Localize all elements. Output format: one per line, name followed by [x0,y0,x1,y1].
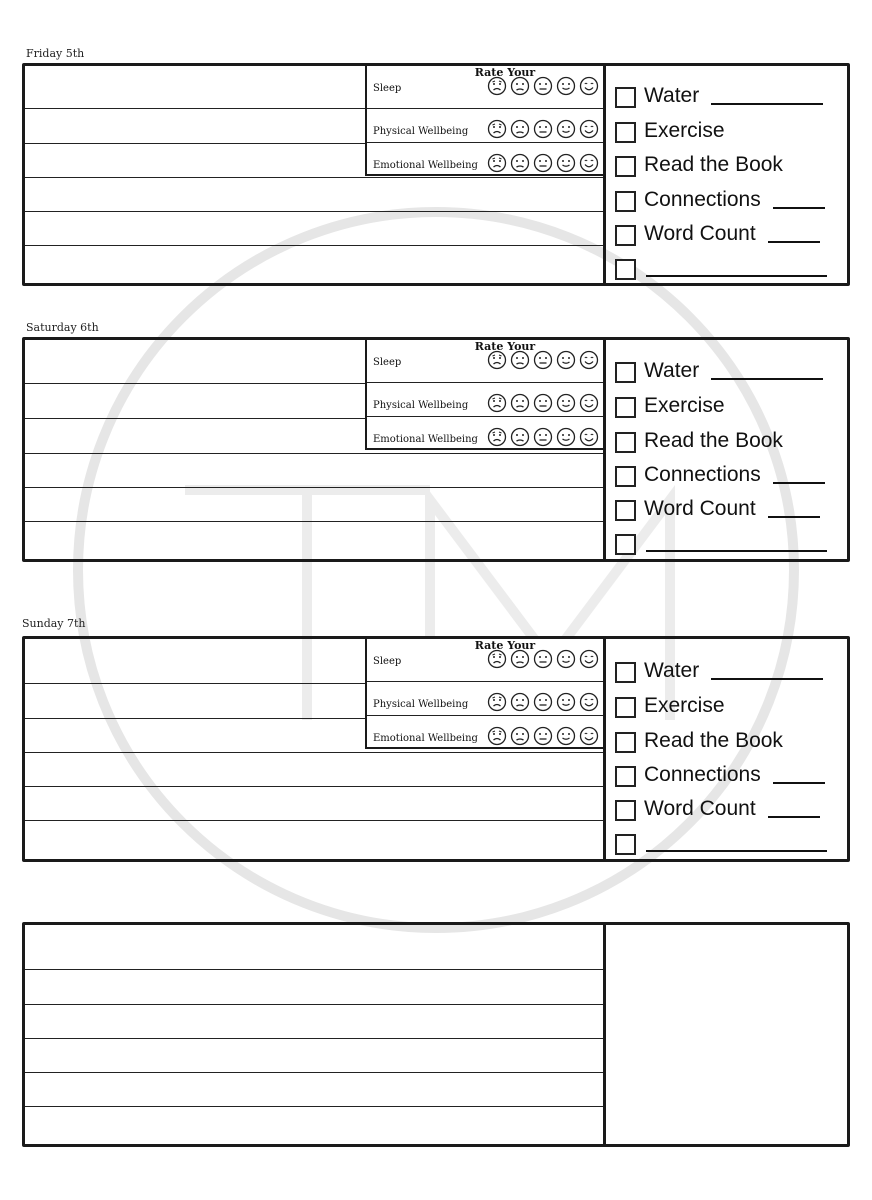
checkbox[interactable] [615,732,636,753]
rate-row-physical [367,382,603,417]
check-item-connections [615,186,827,212]
checkbox[interactable] [615,534,636,555]
smile-face-icon[interactable] [556,649,576,669]
checkbox[interactable] [615,834,636,855]
blank-line[interactable] [773,482,825,484]
happy-face-icon[interactable] [579,153,599,173]
rate-row-sleep [367,66,603,100]
checkbox[interactable] [615,697,636,718]
day-label-sunday: Sunday 7th [22,617,86,630]
day-card-saturday [22,337,850,562]
happy-face-icon[interactable] [579,119,599,139]
very-sad-face-icon[interactable] [487,726,507,746]
day-card-sunday [22,636,850,862]
sad-face-icon[interactable] [510,153,530,173]
blank-line[interactable] [646,850,827,852]
rate-your-box [365,340,603,450]
check-label: Water [644,659,700,682]
rate-row-emotional [367,416,603,451]
rate-label: Physical Wellbeing [373,126,469,137]
neutral-face-icon[interactable] [533,649,553,669]
check-item-word-count [615,795,827,821]
neutral-face-icon[interactable] [533,427,553,447]
rate-label: Emotional Wellbeing [373,733,478,744]
sad-face-icon[interactable] [510,76,530,96]
blank-line[interactable] [768,816,820,818]
notes-card [22,922,850,1147]
checkbox[interactable] [615,500,636,521]
check-item-read-book [615,151,827,177]
habit-checklist [609,66,847,283]
check-item-word-count [615,495,827,521]
sad-face-icon[interactable] [510,119,530,139]
column-divider [603,66,606,283]
blank-line[interactable] [646,275,827,277]
smile-face-icon[interactable] [556,350,576,370]
blank-line[interactable] [711,103,823,105]
happy-face-icon[interactable] [579,649,599,669]
sad-face-icon[interactable] [510,427,530,447]
rate-label: Sleep [373,357,402,368]
neutral-face-icon[interactable] [533,119,553,139]
very-sad-face-icon[interactable] [487,350,507,370]
happy-face-icon[interactable] [579,692,599,712]
blank-line[interactable] [711,678,823,680]
column-divider [603,639,606,859]
very-sad-face-icon[interactable] [487,427,507,447]
neutral-face-icon[interactable] [533,726,553,746]
rate-label: Emotional Wellbeing [373,434,478,445]
notes-area[interactable] [25,925,603,1144]
rate-label: Emotional Wellbeing [373,160,478,171]
rate-title: Rate Your [474,340,536,353]
habit-checklist [609,639,847,859]
checkbox[interactable] [615,662,636,683]
check-label: Word Count [644,497,756,520]
check-label: Word Count [644,222,756,245]
check-item-custom [615,529,827,555]
check-label: Read the Book [644,153,783,176]
blank-line[interactable] [773,782,825,784]
check-item-custom [615,829,827,855]
check-item-water [615,357,827,383]
smile-face-icon[interactable] [556,427,576,447]
checkbox[interactable] [615,259,636,280]
habit-checklist [609,340,847,559]
happy-face-icon[interactable] [579,427,599,447]
rate-label: Sleep [373,83,402,94]
column-divider [603,925,606,1144]
checkbox[interactable] [615,397,636,418]
check-item-water [615,657,827,683]
checkbox[interactable] [615,191,636,212]
check-label: Water [644,359,700,382]
check-item-read-book [615,427,827,453]
happy-face-icon[interactable] [579,726,599,746]
happy-face-icon[interactable] [579,76,599,96]
checkbox[interactable] [615,466,636,487]
neutral-face-icon[interactable] [533,76,553,96]
very-sad-face-icon[interactable] [487,692,507,712]
day-card-friday [22,63,850,286]
checkbox[interactable] [615,800,636,821]
check-label: Connections [644,188,761,211]
checkbox[interactable] [615,122,636,143]
check-label: Read the Book [644,729,783,752]
blank-line[interactable] [773,207,825,209]
very-sad-face-icon[interactable] [487,649,507,669]
check-label: Read the Book [644,429,783,452]
rate-row-emotional [367,142,603,177]
rate-title: Rate Your [474,66,536,79]
checkbox[interactable] [615,766,636,787]
happy-face-icon[interactable] [579,393,599,413]
checkbox[interactable] [615,225,636,246]
check-item-exercise [615,692,827,718]
rate-row-sleep [367,639,603,673]
blank-line[interactable] [768,241,820,243]
smile-face-icon[interactable] [556,119,576,139]
rate-label: Physical Wellbeing [373,699,469,710]
smile-face-icon[interactable] [556,393,576,413]
check-item-connections [615,761,827,787]
check-label: Connections [644,763,761,786]
neutral-face-icon[interactable] [533,350,553,370]
rate-title: Rate Your [474,639,536,652]
check-item-exercise [615,392,827,418]
check-item-connections [615,461,827,487]
blank-line[interactable] [646,550,827,552]
blank-side-box[interactable] [609,925,847,1144]
check-label: Water [644,84,700,107]
checkbox[interactable] [615,432,636,453]
sad-face-icon[interactable] [510,726,530,746]
check-label: Word Count [644,797,756,820]
check-item-exercise [615,117,827,143]
rate-row-emotional [367,715,603,750]
checkbox[interactable] [615,156,636,177]
check-label: Connections [644,463,761,486]
happy-face-icon[interactable] [579,350,599,370]
day-label-saturday: Saturday 6th [26,321,99,334]
smile-face-icon[interactable] [556,76,576,96]
rate-row-physical [367,681,603,716]
rate-your-box [365,639,603,749]
checkbox[interactable] [615,87,636,108]
smile-face-icon[interactable] [556,692,576,712]
rate-your-box [365,66,603,176]
very-sad-face-icon[interactable] [487,153,507,173]
rate-row-physical [367,108,603,143]
sad-face-icon[interactable] [510,692,530,712]
blank-line[interactable] [768,516,820,518]
check-item-word-count [615,220,827,246]
neutral-face-icon[interactable] [533,393,553,413]
blank-line[interactable] [711,378,823,380]
very-sad-face-icon[interactable] [487,119,507,139]
smile-face-icon[interactable] [556,153,576,173]
checkbox[interactable] [615,362,636,383]
check-label: Exercise [644,119,725,142]
sad-face-icon[interactable] [510,350,530,370]
sad-face-icon[interactable] [510,393,530,413]
smile-face-icon[interactable] [556,726,576,746]
check-label: Exercise [644,694,725,717]
check-item-custom [615,254,827,280]
day-label-friday: Friday 5th [26,47,85,60]
sad-face-icon[interactable] [510,649,530,669]
check-label: Exercise [644,394,725,417]
very-sad-face-icon[interactable] [487,393,507,413]
rate-label: Sleep [373,656,402,667]
very-sad-face-icon[interactable] [487,76,507,96]
neutral-face-icon[interactable] [533,153,553,173]
neutral-face-icon[interactable] [533,692,553,712]
rate-label: Physical Wellbeing [373,400,469,411]
check-item-water [615,82,827,108]
column-divider [603,340,606,559]
rate-row-sleep [367,340,603,374]
check-item-read-book [615,727,827,753]
